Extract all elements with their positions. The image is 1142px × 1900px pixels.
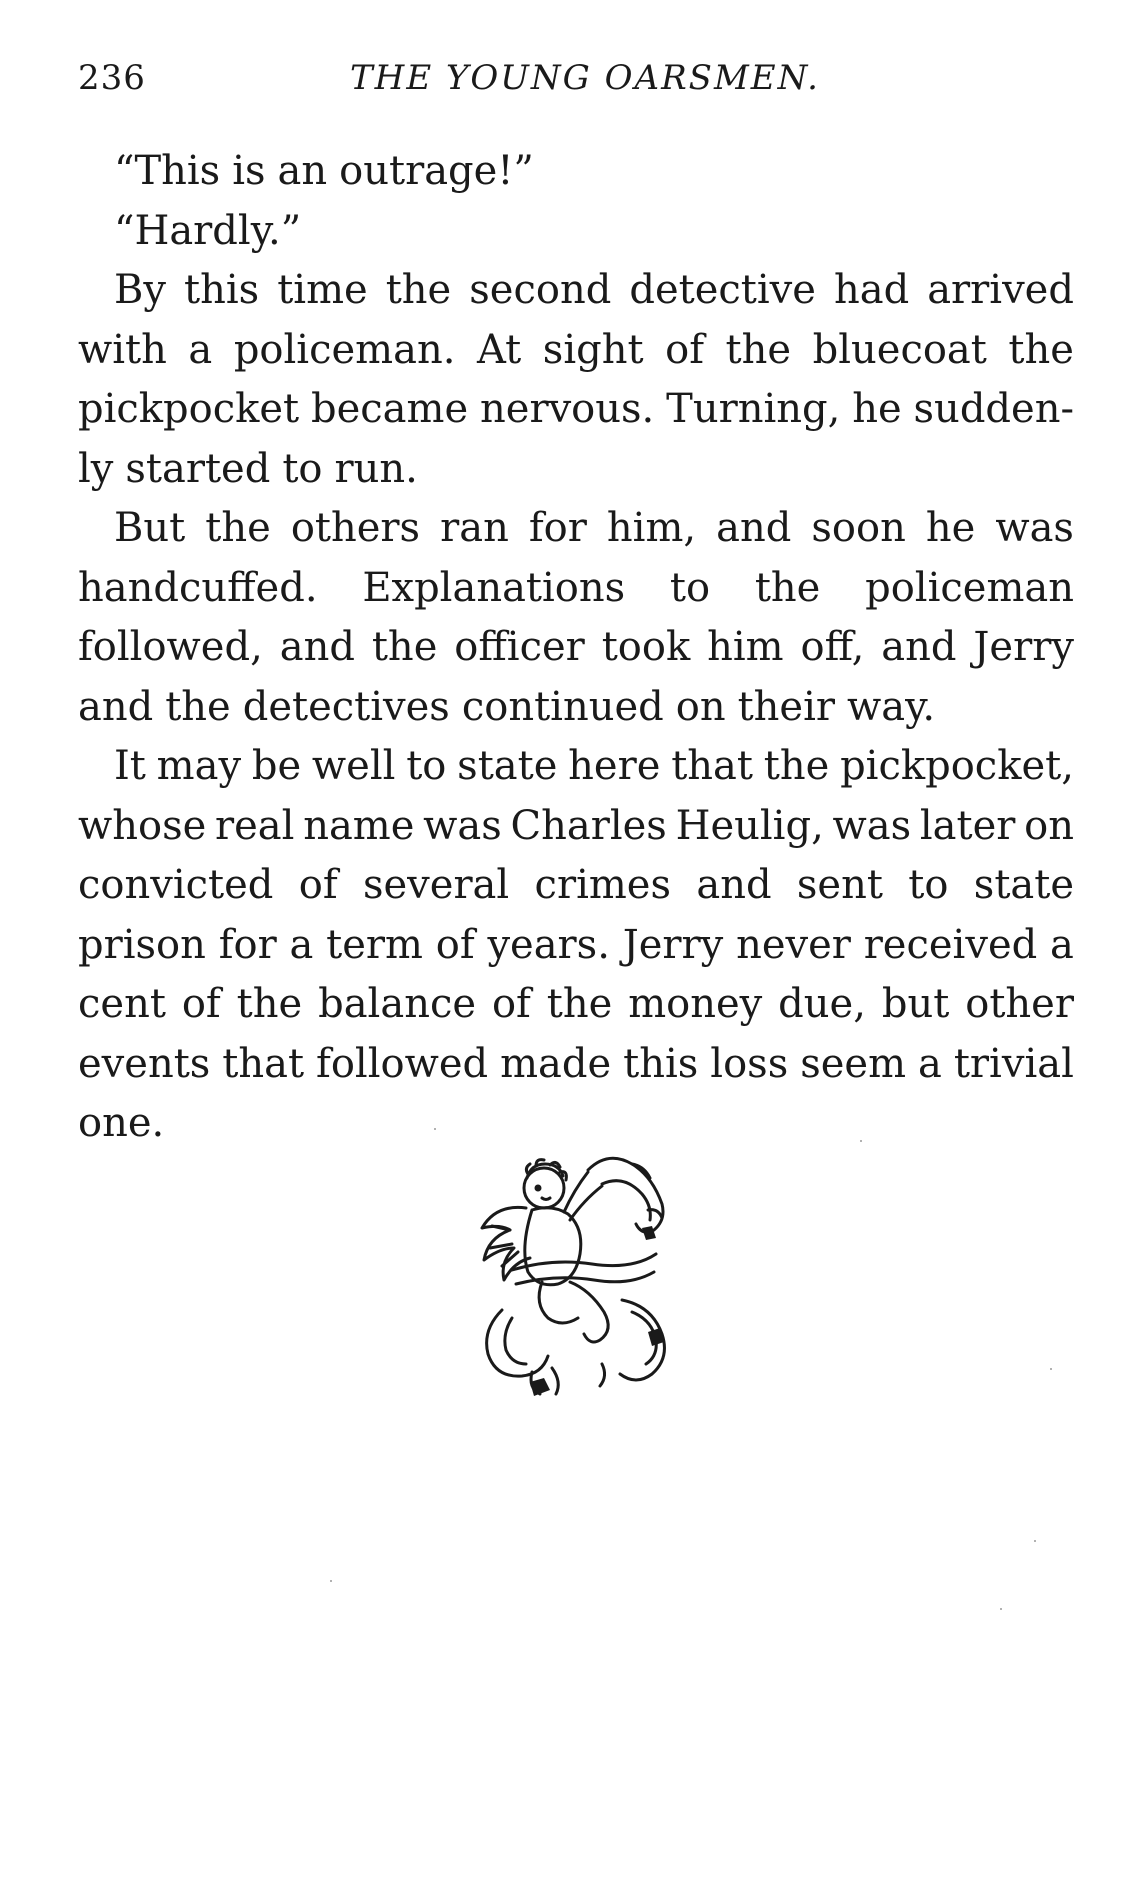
speck bbox=[1000, 1608, 1002, 1610]
page-number: 236 bbox=[78, 58, 146, 98]
text-line: convicted of several crimes and sent to state bbox=[78, 862, 1074, 908]
text-line: pickpocket became nervous. Turning, he sudden- bbox=[78, 386, 1074, 432]
text-line: with a policeman. At sight of the bluecoat the bbox=[78, 326, 1074, 373]
speck bbox=[1050, 1368, 1052, 1370]
text-line: It may be well to state here that the pickpocket, bbox=[114, 743, 1074, 789]
text-line: ly started to run. bbox=[78, 445, 418, 492]
speck bbox=[330, 1580, 332, 1582]
text-line: followed, and the officer took him off, and Jerry bbox=[78, 624, 1074, 670]
cherub-with-ribbon-icon bbox=[472, 1150, 682, 1400]
speck bbox=[434, 1128, 436, 1130]
text-line: “Hardly.” bbox=[114, 207, 302, 254]
text-line: But the others ran for him, and soon he was bbox=[114, 505, 1074, 551]
text-line: whose real name was Charles Heulig, was later on bbox=[78, 802, 1074, 849]
text-line: cent of the balance of the money due, but other bbox=[78, 981, 1074, 1027]
text-line: “This is an outrage!” bbox=[114, 148, 534, 194]
speck bbox=[1034, 1540, 1036, 1542]
text-line: handcuffed. Explanations to the policeman bbox=[78, 564, 1074, 611]
body-text bbox=[78, 142, 1074, 1154]
text-line: and the detectives continued on their way. bbox=[78, 683, 936, 730]
page-header bbox=[78, 58, 1078, 108]
text-line: By this time the second detective had arrived bbox=[114, 267, 1074, 313]
speck bbox=[860, 1140, 862, 1142]
running-title: THE YOUNG OARSMEN. bbox=[350, 58, 820, 98]
text-line: one. bbox=[78, 1100, 165, 1146]
text-line: prison for a term of years. Jerry never received a bbox=[78, 921, 1074, 968]
text-line: events that followed made this loss seem a trivial bbox=[78, 1040, 1074, 1087]
